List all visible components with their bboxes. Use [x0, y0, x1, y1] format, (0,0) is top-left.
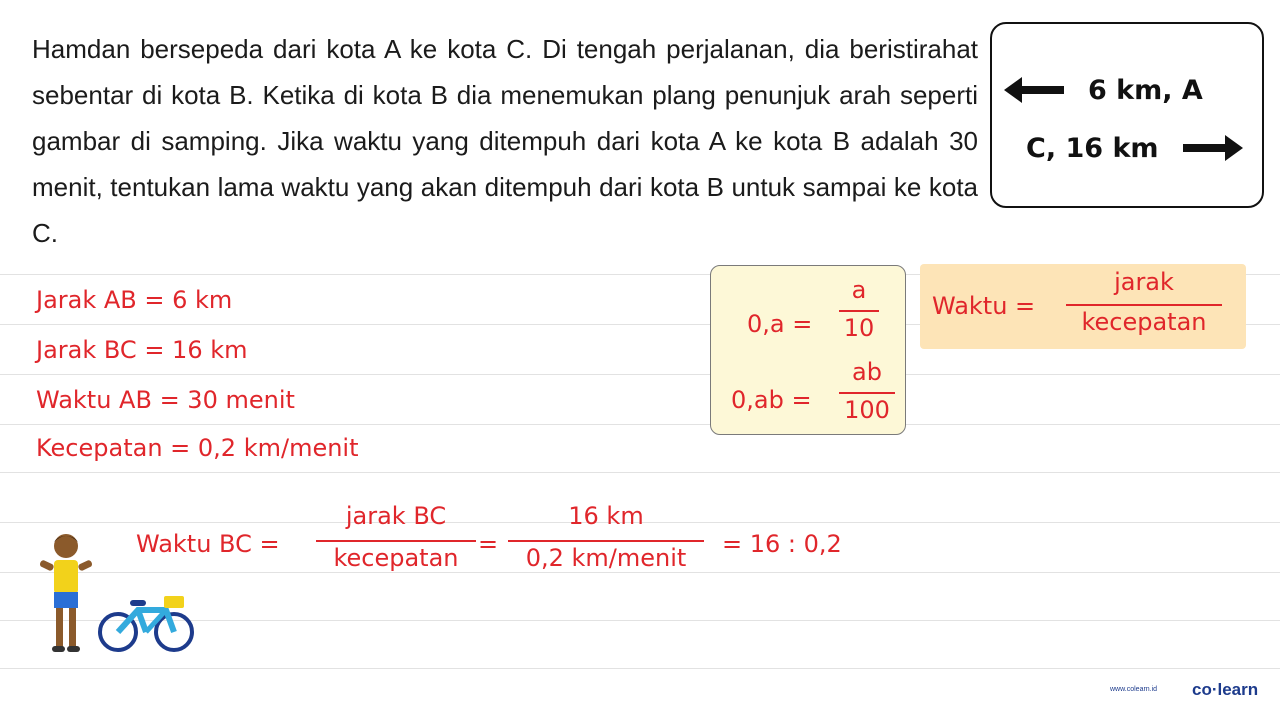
note-kecepatan: Kecepatan = 0,2 km/menit [36, 434, 359, 462]
sign-row-right [992, 128, 1262, 168]
formula-frac [1066, 268, 1222, 336]
decimal-f1-frac [839, 276, 879, 342]
fraction-bar [508, 540, 704, 542]
calc-frac1 [316, 502, 476, 572]
calc-num2: 16 km [568, 502, 644, 530]
problem-text: Hamdan bersepeda dari kota A ke kota C. Di tengah perjalanan, dia beristirahat sebentar di kota B. Ketika di kota B dia menemukan plang penunjuk arah seperti gambar di samping. Jika waktu yang ditempuh dari kota A ke kota B adalah 30 menit, tentukan lama waktu yang akan ditempuh dari kota B untuk sampai ke kota C. [32, 34, 978, 248]
direction-sign [990, 22, 1264, 208]
fraction-bar [839, 392, 895, 394]
note-waktu-ab: Waktu AB = 30 menit [36, 386, 295, 414]
note-jarak-ab: Jarak AB = 6 km [36, 286, 233, 314]
formula-lhs: Waktu = [932, 292, 1036, 320]
ruled-line [0, 374, 1280, 375]
decimal-fraction-box [710, 265, 906, 435]
boy-illustration [34, 530, 98, 660]
calc-lhs: Waktu BC = [136, 530, 280, 558]
arrow-right-icon [1179, 133, 1243, 163]
decimal-f2-num: ab [852, 358, 882, 386]
ruled-line [0, 668, 1280, 669]
ruled-line [0, 472, 1280, 473]
calc-den1: kecepatan [333, 544, 459, 572]
decimal-f1-num: a [851, 276, 867, 304]
brand-url: www.colearn.id [1110, 686, 1158, 693]
decimal-f1-den: 10 [843, 314, 875, 342]
ruled-line [0, 572, 1280, 573]
arrow-left-icon [1004, 75, 1068, 105]
fraction-bar [1066, 304, 1222, 306]
formula-den: kecepatan [1081, 308, 1207, 336]
bicycle-icon [96, 588, 196, 658]
time-formula-box [920, 264, 1246, 349]
formula-num: jarak [1114, 268, 1174, 296]
calc-den2: 0,2 km/menit [525, 544, 687, 572]
decimal-f2-frac [839, 358, 895, 424]
calc-eq: = [478, 530, 499, 558]
decimal-f2-den: 100 [844, 396, 890, 424]
ruled-line [0, 424, 1280, 425]
sign-row-left [992, 70, 1262, 110]
sign-row2-text: C, 16 km [1026, 132, 1159, 164]
calc-num1: jarak BC [345, 502, 447, 530]
calc-frac2 [508, 502, 704, 572]
brand-logo: co·learn [1192, 680, 1259, 699]
note-jarak-bc: Jarak BC = 16 km [36, 336, 248, 364]
fraction-bar [839, 310, 879, 312]
calc-result: = 16 : 0,2 [722, 530, 842, 558]
decimal-f2-lhs: 0,ab = [731, 386, 812, 414]
decimal-f1-lhs: 0,a = [747, 310, 813, 338]
sign-row1-text: 6 km, A [1088, 74, 1203, 106]
fraction-bar [316, 540, 476, 542]
